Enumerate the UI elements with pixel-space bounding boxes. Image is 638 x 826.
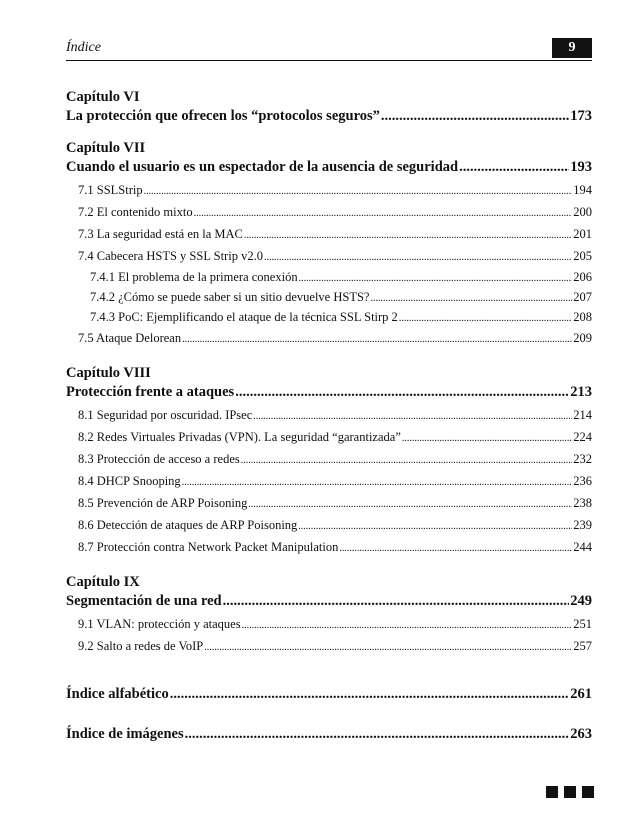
chapter-heading: Capítulo VI bbox=[66, 89, 140, 105]
section-entry-page: 201 bbox=[573, 227, 592, 241]
section-entry bbox=[66, 328, 592, 350]
square-mark-1 bbox=[546, 786, 558, 798]
section-entry-page: 200 bbox=[573, 205, 592, 219]
chapter-heading: Capítulo VIII bbox=[66, 365, 151, 381]
section-entry-page: 209 bbox=[573, 331, 592, 345]
index-entry-title: Índice de imágenes bbox=[66, 726, 184, 742]
dot-leader bbox=[194, 202, 573, 224]
section-entry bbox=[66, 180, 592, 202]
chapter-entry-page: 213 bbox=[570, 384, 592, 400]
section-entry-page: 244 bbox=[573, 540, 592, 554]
dot-leader bbox=[204, 636, 572, 658]
subsection-entry-page: 206 bbox=[573, 270, 592, 284]
section-entry-title: 8.7 Protección contra Network Packet Manipulation bbox=[78, 540, 339, 554]
section-entry-title: 7.5 Ataque Delorean bbox=[78, 331, 182, 345]
square-mark-2 bbox=[564, 786, 576, 798]
section-entry-title: 7.4 Cabecera HSTS y SSL Strip v2.0 bbox=[78, 249, 263, 263]
section-entry bbox=[66, 202, 592, 224]
dot-leader bbox=[170, 685, 570, 704]
index-entry-page: 263 bbox=[570, 726, 592, 742]
dot-leader bbox=[253, 405, 572, 427]
square-mark-3 bbox=[582, 786, 594, 798]
section-entry-title: 7.3 La seguridad está en la MAC bbox=[78, 227, 243, 241]
section-entry-page: 214 bbox=[573, 408, 592, 422]
section-entry bbox=[66, 246, 592, 268]
section-entry-title: 7.2 El contenido mixto bbox=[78, 205, 193, 219]
dot-leader bbox=[248, 493, 572, 515]
table-of-contents bbox=[66, 88, 592, 744]
section-entry-page: 236 bbox=[573, 474, 592, 488]
section-entry-page: 205 bbox=[573, 249, 592, 263]
subsection-entry-title: 7.4.3 PoC: Ejemplificando el ataque de la técnica SSL Stirp 2 bbox=[90, 310, 398, 324]
index-entry-page: 261 bbox=[570, 686, 592, 702]
section-entry-title: 8.5 Prevención de ARP Poisoning bbox=[78, 496, 248, 510]
dot-leader bbox=[402, 427, 572, 449]
dot-leader bbox=[299, 268, 573, 288]
dot-leader bbox=[182, 471, 573, 493]
subsection-entry-title: 7.4.1 El problema de la primera conexión bbox=[90, 270, 298, 284]
section-entry bbox=[66, 471, 592, 493]
section-entry bbox=[66, 427, 592, 449]
section-entry-page: 194 bbox=[573, 183, 592, 197]
chapter-entry-page: 249 bbox=[570, 593, 592, 609]
section-entry bbox=[66, 614, 592, 636]
section-entry bbox=[66, 405, 592, 427]
subsection-entry-title: 7.4.2 ¿Cómo se puede saber si un sitio devuelve HSTS? bbox=[90, 290, 370, 304]
section-entry-title: 8.1 Seguridad por oscuridad. IPsec bbox=[78, 408, 253, 422]
section-entry-title: 7.1 SSLStrip bbox=[78, 183, 143, 197]
section-entry-page: 238 bbox=[573, 496, 592, 510]
chapter-heading: Capítulo VII bbox=[66, 140, 146, 156]
chapter-entry-title: Segmentación de una red bbox=[66, 593, 222, 609]
section-entry bbox=[66, 515, 592, 537]
section-entry-page: 239 bbox=[573, 518, 592, 532]
section-entry-page: 224 bbox=[573, 430, 592, 444]
chapter-entry-title: Cuando el usuario es un espectador de la ausencia de seguridad bbox=[66, 159, 459, 175]
subsection-entry bbox=[66, 288, 592, 308]
dot-leader bbox=[381, 107, 569, 126]
index-entry bbox=[66, 685, 592, 704]
end-of-page-squares bbox=[546, 786, 594, 798]
section-entry bbox=[66, 224, 592, 246]
dot-leader bbox=[223, 592, 570, 611]
section-entry-title: 8.2 Redes Virtuales Privadas (VPN). La seguridad “garantizada” bbox=[78, 430, 401, 444]
section-entry bbox=[66, 636, 592, 658]
chapter-entry bbox=[66, 383, 592, 402]
chapter-entry-page: 173 bbox=[570, 108, 592, 124]
dot-leader bbox=[399, 308, 572, 328]
dot-leader bbox=[459, 158, 569, 177]
subsection-entry-page: 208 bbox=[573, 310, 592, 324]
subsection-entry bbox=[66, 268, 592, 288]
dot-leader bbox=[185, 725, 570, 744]
section-entry-title: 8.3 Protección de acceso a redes bbox=[78, 452, 240, 466]
subsection-entry-page: 207 bbox=[573, 290, 592, 304]
section-entry bbox=[66, 493, 592, 515]
section-entry-title: 9.1 VLAN: protección y ataques bbox=[78, 617, 241, 631]
chapter-entry bbox=[66, 107, 592, 126]
dot-leader bbox=[244, 224, 572, 246]
section-entry-page: 232 bbox=[573, 452, 592, 466]
page-number: 9 bbox=[552, 38, 592, 58]
index-entry bbox=[66, 725, 592, 744]
subsection-entry bbox=[66, 308, 592, 328]
dot-leader bbox=[370, 288, 572, 308]
chapter-entry-page: 193 bbox=[570, 159, 592, 175]
index-entry-title: Índice alfabético bbox=[66, 686, 169, 702]
section-entry-title: 8.4 DHCP Snooping bbox=[78, 474, 181, 488]
dot-leader bbox=[235, 383, 569, 402]
section-entry-page: 257 bbox=[573, 639, 592, 653]
header-rule bbox=[66, 60, 592, 61]
section-entry-title: 9.2 Salto a redes de VoIP bbox=[78, 639, 204, 653]
dot-leader bbox=[242, 614, 573, 636]
dot-leader bbox=[298, 515, 572, 537]
section-entry-title: 8.6 Detección de ataques de ARP Poisoning bbox=[78, 518, 298, 532]
dot-leader bbox=[182, 328, 572, 350]
chapter-entry-title: Protección frente a ataques bbox=[66, 384, 235, 400]
section-entry-page: 251 bbox=[573, 617, 592, 631]
section-entry bbox=[66, 537, 592, 559]
section-entry bbox=[66, 449, 592, 471]
chapter-entry bbox=[66, 592, 592, 611]
page-header bbox=[66, 38, 592, 60]
dot-leader bbox=[144, 180, 573, 202]
chapter-heading: Capítulo IX bbox=[66, 574, 140, 590]
dot-leader bbox=[241, 449, 573, 471]
chapter-entry-title: La protección que ofrecen los “protocolos seguros” bbox=[66, 108, 380, 124]
header-title: Índice bbox=[66, 40, 101, 55]
chapter-entry bbox=[66, 158, 592, 177]
dot-leader bbox=[339, 537, 572, 559]
dot-leader bbox=[264, 246, 572, 268]
